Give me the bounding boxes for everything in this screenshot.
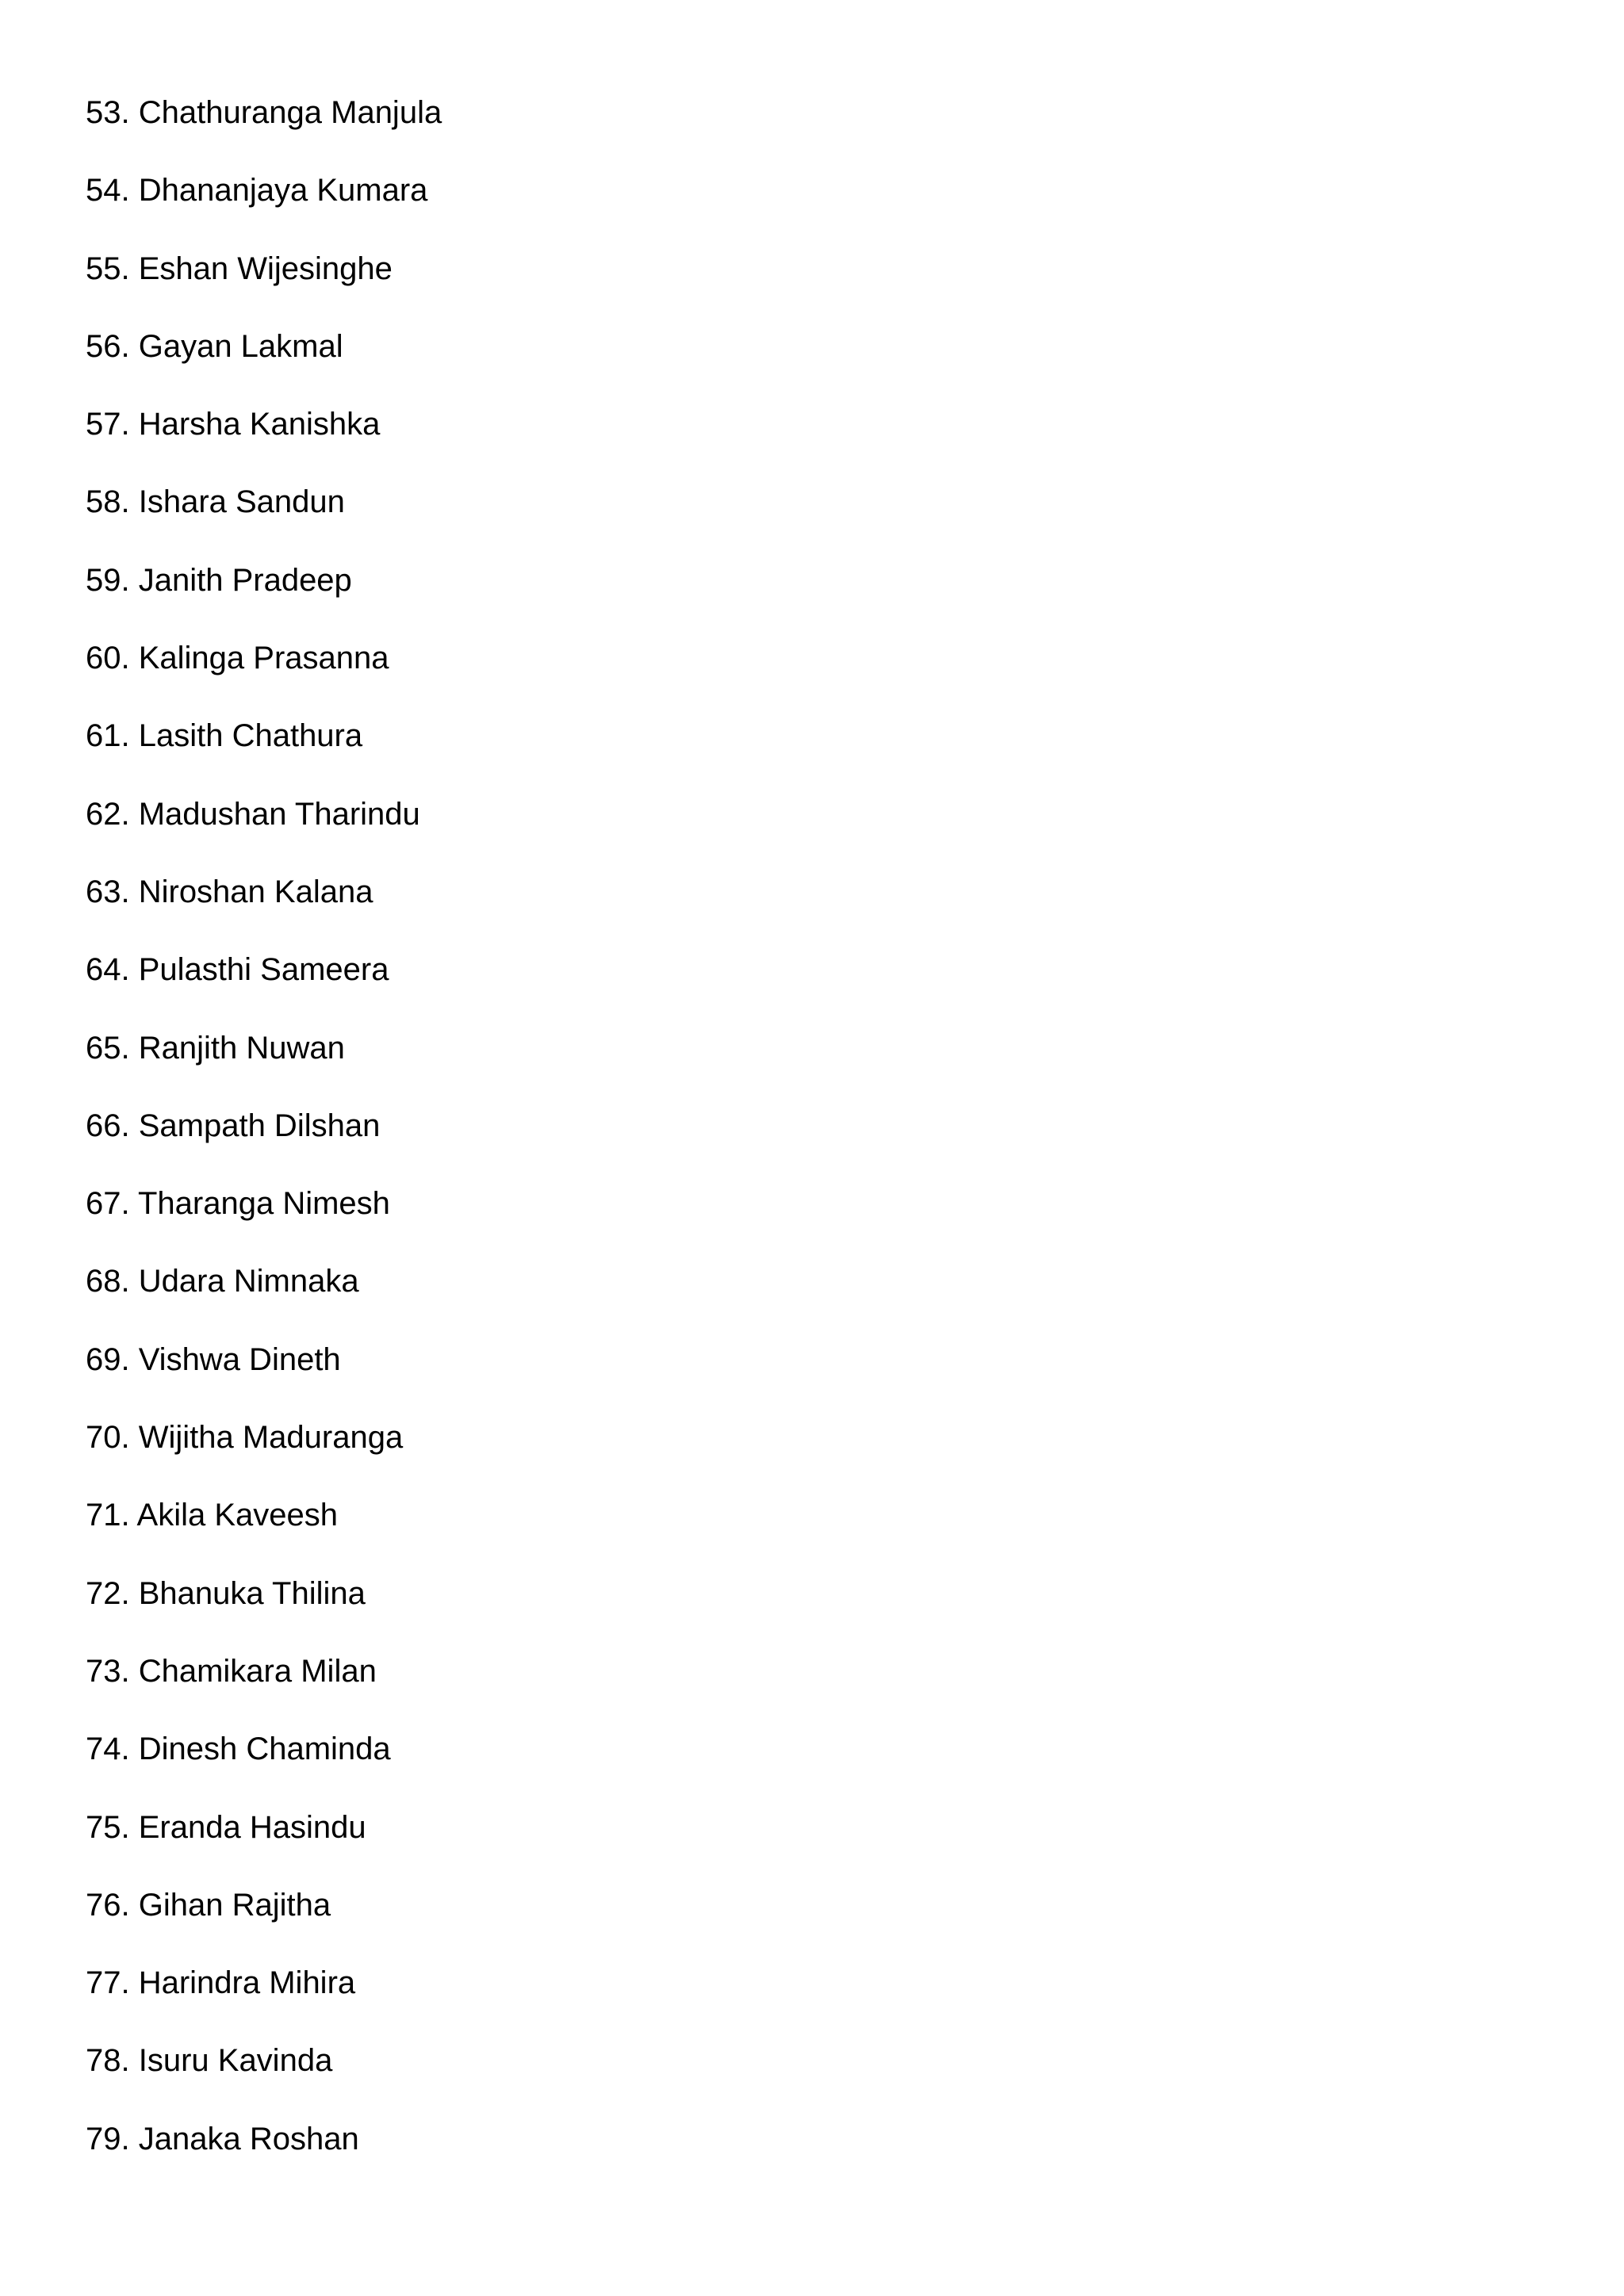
list-item: 71. Akila Kaveesh [86, 1498, 338, 1533]
list-item: 68. Udara Nimnaka [86, 1264, 359, 1299]
list-item: 73. Chamikara Milan [86, 1653, 377, 1689]
list-item: 76. Gihan Rajitha [86, 1887, 331, 1923]
list-item: 78. Isuru Kavinda [86, 2043, 333, 2079]
list-item: 59. Janith Pradeep [86, 562, 352, 598]
list-item: 65. Ranjith Nuwan [86, 1030, 345, 1066]
list-item: 77. Harindra Mihira [86, 1965, 356, 2001]
list-item: 57. Harsha Kanishka [86, 407, 381, 442]
list-item: 58. Ishara Sandun [86, 484, 345, 520]
list-item: 62. Madushan Tharindu [86, 796, 420, 832]
list-item: 54. Dhananjaya Kumara [86, 173, 428, 209]
list-item: 66. Sampath Dilshan [86, 1108, 381, 1143]
list-item: 74. Dinesh Chaminda [86, 1732, 391, 1767]
list-item: 64. Pulasthi Sameera [86, 952, 389, 988]
list-item: 63. Niroshan Kalana [86, 874, 373, 909]
list-item: 53. Chathuranga Manjula [86, 95, 442, 130]
list-item: 70. Wijitha Maduranga [86, 1420, 404, 1456]
list-item: 61. Lasith Chathura [86, 718, 363, 754]
list-item: 79. Janaka Roshan [86, 2121, 359, 2156]
list-item: 55. Eshan Wijesinghe [86, 251, 393, 286]
list-item: 72. Bhanuka Thilina [86, 1575, 366, 1611]
name-list [86, 94, 442, 2198]
list-item: 67. Tharanga Nimesh [86, 1186, 390, 1222]
list-item: 56. Gayan Lakmal [86, 328, 343, 364]
list-item: 60. Kalinga Prasanna [86, 641, 389, 676]
list-item: 75. Eranda Hasindu [86, 1809, 366, 1845]
list-item: 69. Vishwa Dineth [86, 1341, 341, 1377]
